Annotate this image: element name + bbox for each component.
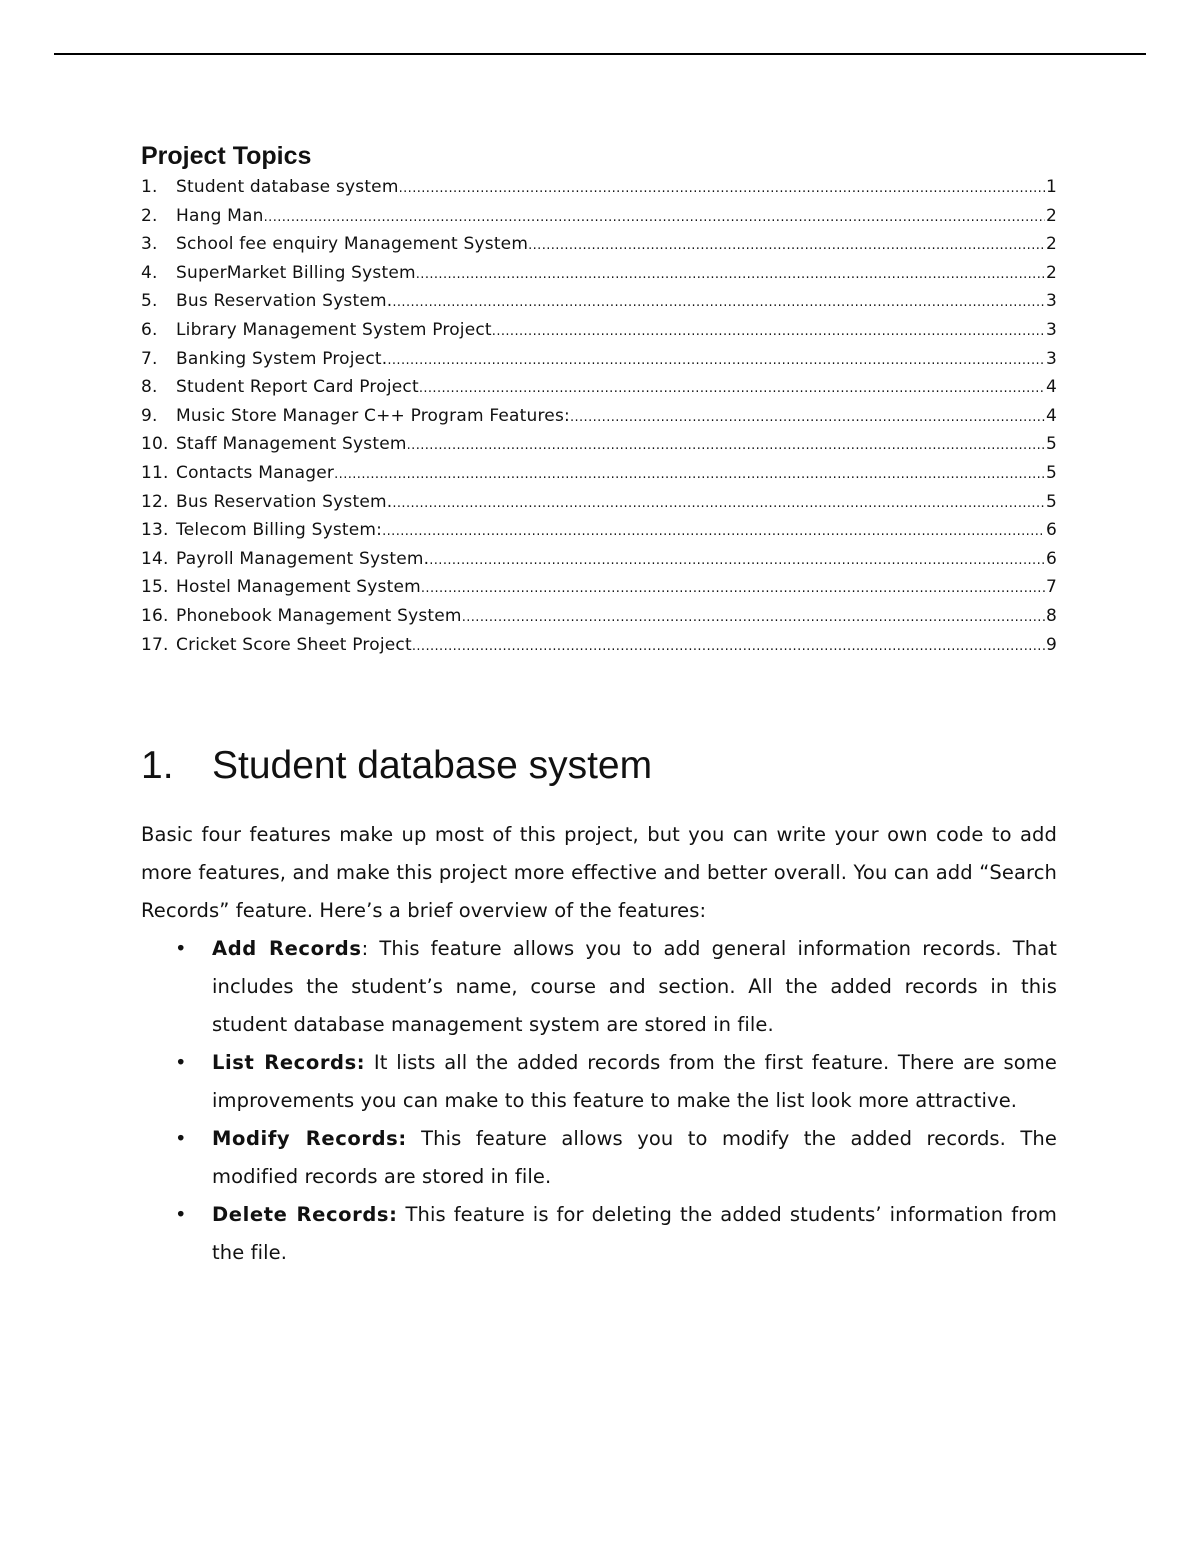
toc-dot-leader — [392, 295, 1045, 310]
toc-entry-number: 17. — [141, 634, 169, 655]
feature-separator — [407, 1127, 421, 1150]
feature-separator: : — [361, 937, 380, 960]
toc-entry[interactable] — [141, 263, 1057, 292]
feature-separator — [398, 1203, 406, 1226]
toc-entry[interactable] — [141, 463, 1057, 492]
toc-dot-leader — [264, 210, 1045, 225]
intro-paragraph: Basic four features make up most of this project, but you can write your own code to add more features, and make this project more effective and better overall. You can add “Search Records” feature. Here’s a brief overview of the features: — [141, 823, 1057, 922]
toc-dot-leader — [399, 181, 1045, 196]
toc-entry-number: 12. — [141, 491, 169, 512]
feature-description: This feature is for deleting the added students’ information from the file. — [212, 1203, 1057, 1264]
feature-list — [141, 930, 1057, 1272]
toc-entry[interactable] — [141, 406, 1057, 435]
toc-dot-leader — [412, 639, 1045, 654]
feature-description: This feature allows you to modify the added records. The modified records are stored in file. — [212, 1127, 1057, 1188]
feature-item — [141, 930, 1057, 1044]
section-number: 1. — [141, 744, 174, 787]
toc-entry-page: 4 — [1045, 377, 1057, 398]
toc-entry-number: 5. — [141, 291, 158, 312]
toc-entry-page: 6 — [1045, 548, 1057, 569]
toc-entry[interactable] — [141, 577, 1057, 606]
feature-name: Delete Records: — [212, 1203, 398, 1226]
toc-entry-number: 9. — [141, 405, 158, 426]
toc-entry-page: 2 — [1045, 205, 1057, 226]
toc-dot-leader — [416, 267, 1045, 282]
toc-entry-label: SuperMarket Billing System — [176, 262, 416, 283]
toc-entry-label: Cricket Score Sheet Project — [176, 634, 412, 655]
feature-name: Add Records — [212, 937, 362, 960]
toc-entry-number: 1. — [141, 177, 158, 197]
toc-entry[interactable] — [141, 492, 1057, 521]
toc-entry-number: 15. — [141, 577, 169, 598]
feature-name: List Records: — [212, 1051, 366, 1074]
toc-dot-leader — [492, 324, 1045, 339]
toc-entry[interactable] — [141, 377, 1057, 406]
toc-entry-number: 4. — [141, 262, 158, 283]
feature-item — [141, 1120, 1057, 1196]
toc-dot-leader — [382, 524, 1045, 539]
toc-entry[interactable] — [141, 320, 1057, 349]
toc-entry-label: Telecom Billing System: — [176, 520, 383, 541]
toc-dot-leader — [419, 381, 1045, 396]
toc-dot-leader — [462, 610, 1045, 625]
toc-entry[interactable] — [141, 206, 1057, 235]
toc-entry-number: 3. — [141, 234, 158, 255]
toc-entry-label: Banking System Project. — [176, 348, 388, 369]
table-of-contents — [141, 177, 1057, 663]
toc-entry-page: 6 — [1045, 520, 1057, 541]
toc-entry[interactable] — [141, 349, 1057, 378]
toc-entry-number: 16. — [141, 605, 169, 626]
toc-entry-label: Staff Management System — [176, 434, 407, 455]
toc-entry-label: Student Report Card Project — [176, 377, 419, 398]
feature-separator — [365, 1051, 374, 1074]
toc-entry-number: 13. — [141, 520, 169, 541]
feature-description: This feature allows you to add general information records. That includes the student’s name, course and section. All the added records in this student database management system are stored in file. — [212, 937, 1058, 1036]
toc-entry-page: 5 — [1045, 462, 1057, 483]
toc-entry-label: Hang Man — [176, 205, 264, 226]
toc-dot-leader — [387, 353, 1045, 368]
toc-entry-label: Payroll Management System. — [176, 548, 430, 569]
toc-entry[interactable] — [141, 434, 1057, 463]
toc-dot-leader — [570, 410, 1045, 425]
toc-entry-label: Hostel Management System — [176, 577, 421, 598]
feature-description: It lists all the added records from the first feature. There are some improvements you can make to this feature to make the list look more attractive. — [212, 1051, 1057, 1112]
feature-item — [141, 1044, 1057, 1120]
section-heading — [141, 744, 652, 788]
toc-entry-page: 3 — [1045, 348, 1057, 369]
toc-entry[interactable] — [141, 177, 1057, 206]
bullet-icon: • — [175, 937, 187, 960]
toc-entry-number: 10. — [141, 434, 169, 455]
bullet-icon: • — [175, 1051, 187, 1074]
toc-entry-label: Contacts Manager — [176, 462, 335, 483]
toc-dot-leader — [421, 581, 1045, 596]
toc-entry-page: 3 — [1045, 291, 1057, 312]
toc-entry-page: 5 — [1045, 434, 1057, 455]
toc-entry-page: 9 — [1045, 634, 1057, 655]
toc-dot-leader — [429, 553, 1045, 568]
toc-entry[interactable] — [141, 520, 1057, 549]
toc-entry-number: 6. — [141, 319, 158, 340]
toc-entry-page: 2 — [1045, 262, 1057, 283]
toc-entry-number: 2. — [141, 205, 158, 226]
toc-entry-label: Phonebook Management System — [176, 605, 462, 626]
toc-entry-page: 7 — [1045, 577, 1057, 598]
feature-item — [141, 1196, 1057, 1272]
toc-dot-leader — [528, 238, 1045, 253]
toc-entry-number: 8. — [141, 377, 158, 398]
toc-entry[interactable] — [141, 549, 1057, 578]
feature-name: Modify Records: — [212, 1127, 407, 1150]
toc-entry-page: 2 — [1045, 234, 1057, 255]
toc-entry[interactable] — [141, 234, 1057, 263]
bullet-icon: • — [175, 1127, 187, 1150]
header-rule — [54, 53, 1146, 55]
toc-entry-page: 8 — [1045, 605, 1057, 626]
toc-entry-page: 5 — [1045, 491, 1057, 512]
toc-entry-label: Bus Reservation System. — [176, 291, 393, 312]
toc-dot-leader — [392, 496, 1045, 511]
toc-entry[interactable] — [141, 291, 1057, 320]
toc-entry-label: School fee enquiry Management System — [176, 234, 529, 255]
toc-entry-label: Library Management System Project — [176, 319, 492, 340]
section-title: Student database system — [212, 744, 653, 787]
toc-entry-label: Bus Reservation System. — [176, 491, 393, 512]
toc-entry-label: Music Store Manager C++ Program Features: — [176, 405, 570, 426]
toc-entry-page: 1 — [1045, 177, 1057, 197]
bullet-icon: • — [175, 1203, 187, 1226]
toc-entry-number: 11. — [141, 462, 169, 483]
toc-entry-number: 7. — [141, 348, 158, 369]
toc-entry[interactable] — [141, 606, 1057, 635]
toc-title: Project Topics — [141, 142, 312, 170]
toc-dot-leader — [407, 438, 1045, 453]
toc-entry-page: 3 — [1045, 319, 1057, 340]
toc-dot-leader — [334, 467, 1045, 482]
toc-entry-label: Student database system — [176, 177, 399, 197]
toc-entry-number: 14. — [141, 548, 169, 569]
toc-entry[interactable] — [141, 635, 1057, 664]
section-body — [141, 816, 1057, 1272]
toc-entry-page: 4 — [1045, 405, 1057, 426]
